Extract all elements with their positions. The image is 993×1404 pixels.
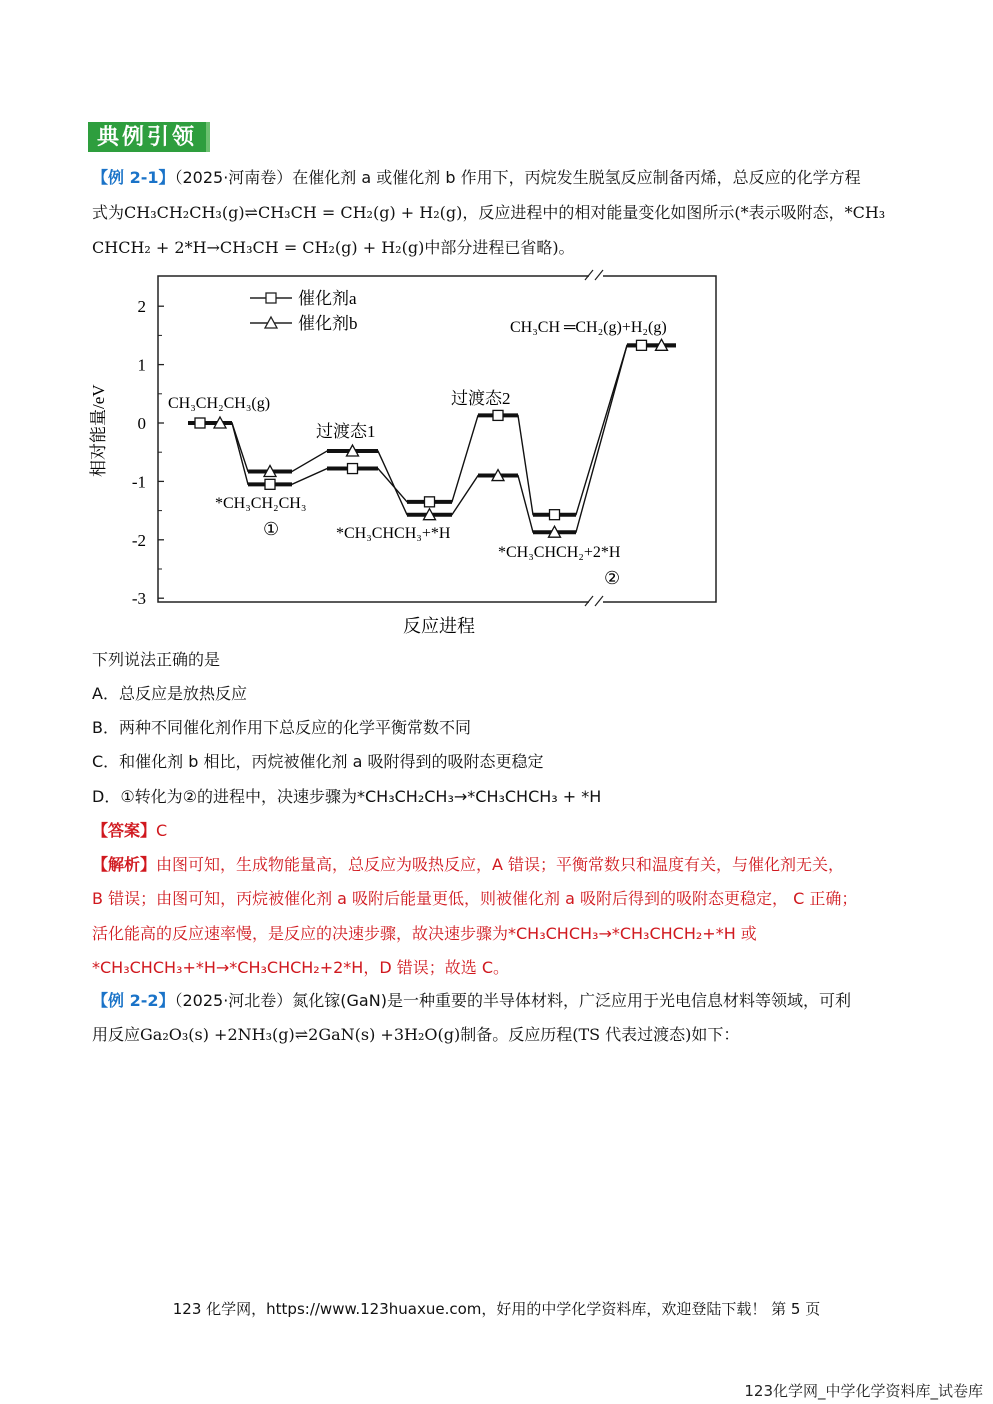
marker-square [637, 340, 647, 350]
y-tick-label: 0 [137, 414, 146, 433]
answer-line [92, 821, 167, 841]
option-d: D．①转化为②的进程中，决速步骤为*CH₃CH₂CH₃→*CH₃CHCH₃ + *H [92, 787, 602, 806]
legend [250, 289, 358, 333]
legend-label-a: 催化剂a [298, 289, 357, 308]
example-2-tag: 【例 2-2】 [92, 991, 175, 1010]
marker-square [425, 497, 435, 507]
energy-profile-chart [80, 262, 740, 647]
marker-square [550, 510, 560, 520]
analysis-tag: 【解析】 [92, 855, 157, 874]
section-banner: 典例引领 [88, 122, 210, 152]
label-propane-gas: CH₃CH₂CH₃(g) [168, 395, 271, 412]
analysis-text-1: 由图可知，生成物能量高，总反应为吸热反应，A 错误；平衡常数只和温度有关，与催化剂无关， [156, 855, 845, 874]
label-intermediate: *CH₃CHCH₃+*H [336, 525, 451, 542]
label-intermediate-2: *CH₃CHCH₂+2*H [498, 544, 621, 561]
y-tick-label: 2 [137, 297, 146, 317]
example-2-text: （2025·河北卷）氮化镓(GaN)是一种重要的半导体材料，广泛应用于光电信息材料等领域，可利 [174, 991, 851, 1010]
axis-break-bottom [585, 596, 603, 608]
answer-value: C [156, 821, 168, 840]
x-axis-title: 反应进程 [403, 616, 475, 636]
example-1-tag: 【例 2-1】 [92, 168, 175, 187]
y-axis-title: 相对能量/eV [89, 384, 108, 477]
page-footer: 123 化学网，https://www.123huaxue.com，好用的中学化学资料库，欢迎登陆下载！ 第 5 页 [172, 1300, 821, 1318]
example-1-line-3: CHCH₂ + 2*H→CH₃CH = CH₂(g) + H₂(g)中部分进程已省略)。 [92, 238, 575, 257]
label-circle-2: ② [604, 568, 621, 588]
option-c: C．和催化剂 b 相比，丙烷被催化剂 a 吸附得到的吸附态更稳定 [92, 752, 544, 771]
example-2-line-2: 用反应Ga₂O₃(s) +2NH₃(g)⇌2GaN(s) +3H₂O(g)制备。反应历程(TS 代表过渡态)如下： [92, 1025, 740, 1044]
y-tick-label: 1 [137, 355, 146, 375]
label-adsorbed-propane: *CH₃CH₂CH₃ [215, 495, 307, 512]
analysis-line-2: B 错误；由图可知，丙烷被催化剂 a 吸附后能量更低，则被催化剂 a 吸附后得到的吸附态更稳定， C 正确； [92, 889, 858, 908]
watermark: 123化学网_中学化学资料库_试卷库 [744, 1382, 983, 1400]
axis-break-top [585, 270, 603, 282]
legend-square-marker [266, 293, 276, 303]
marker-square [493, 410, 503, 420]
marker-square [348, 464, 358, 474]
legend-label-b: 催化剂b [298, 314, 358, 333]
marker-square [195, 418, 205, 428]
series-line-a [188, 345, 676, 514]
label-products: CH₃CH ═CH₂(g)+H₂(g) [510, 319, 667, 336]
analysis-line-1 [92, 855, 844, 875]
y-tick-label: -1 [131, 472, 146, 492]
y-tick-label: -2 [131, 530, 146, 550]
example-2-line-1 [92, 991, 851, 1011]
y-tick-label: -3 [131, 589, 146, 609]
analysis-line-3: 活化能高的反应速率慢，是反应的决速步骤，故决速步骤为*CH₃CHCH₃→*CH₃CHCH₂+*H 或 [92, 924, 757, 943]
example-1-line-1 [92, 168, 861, 188]
example-1-text: （2025·河南卷）在催化剂 a 或催化剂 b 作用下，丙烷发生脱氢反应制备丙烯，总反应的化学方程 [174, 168, 861, 187]
example-1-line-2: 式为CH₃CH₂CH₃(g)⇌CH₃CH = CH₂(g) + H₂(g)，反应进程中的相对能量变化如图所示(*表示吸附态，*CH₃ [92, 203, 886, 222]
marker-square [265, 479, 275, 489]
label-circle-1: ① [263, 519, 280, 539]
label-ts1: 过渡态1 [316, 422, 376, 441]
answer-tag: 【答案】 [92, 821, 157, 840]
question-stem: 下列说法正确的是 [92, 650, 221, 669]
option-b: B．两种不同催化剂作用下总反应的化学平衡常数不同 [92, 718, 471, 737]
label-ts2: 过渡态2 [451, 389, 511, 408]
analysis-line-4: *CH₃CHCH₃+*H→*CH₃CHCH₂+2*H，D 错误；故选 C。 [92, 958, 510, 977]
option-a: A．总反应是放热反应 [92, 684, 247, 703]
